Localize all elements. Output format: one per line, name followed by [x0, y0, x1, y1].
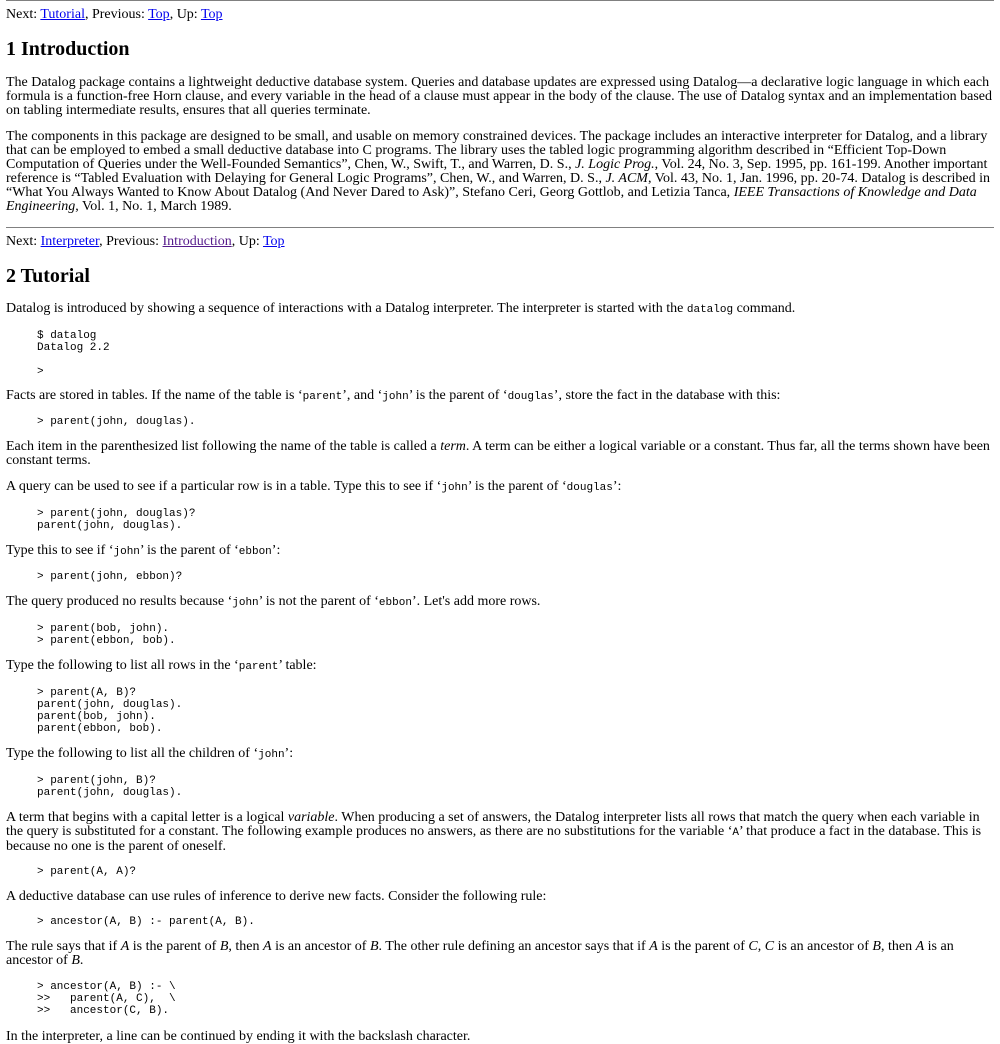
text: ’ is the parent of ‘ [408, 388, 508, 403]
variable: B [71, 953, 80, 968]
code-example: > parent(john, B)? parent(john, douglas). [37, 775, 183, 799]
code-example: $ datalog Datalog 2.2 > [37, 330, 110, 378]
text: Datalog is introduced by showing a sequence of interactions with a Datalog interpreter. The interpreter is started with the [6, 301, 687, 316]
text: . When producing a set of answers, the Datalog interpreter lists all rows that match the query when each variable in the query is substituted for a constant. The following example produces no answers, as there are no substitutions for the variable ‘ [6, 810, 980, 839]
nav-up-link[interactable]: Top [262, 234, 285, 249]
text: . The other rule defining an ancestor says that if [378, 939, 650, 954]
text: is the parent of [129, 939, 220, 954]
nav-next-prefix: Next: [6, 234, 41, 249]
variable: B [219, 939, 229, 954]
nav-prev-link[interactable]: Top [148, 7, 170, 22]
intro-p2-text: , Vol. 1, No. 1, March 1989. [75, 199, 232, 214]
inline-code: douglas [566, 482, 613, 494]
journal-name: J. Logic Prog. [575, 157, 655, 172]
text: , then [880, 939, 916, 954]
text: ’ is not the parent of ‘ [258, 594, 379, 609]
journal-name: IEEE Transactions of Knowledge and Data Engineering [6, 185, 977, 214]
intro-p2-text: , Vol. 24, No. 3, Sep. 1995, pp. 161-199. Another important reference is “Tabled Evaluation with Delaying for General Logic Programs”, Chen, W., and Warren, D. S., [6, 157, 988, 186]
text: Type this to see if ‘ [6, 543, 114, 558]
text: A term that begins with a capital letter is a logical [6, 810, 288, 825]
nav-prev-prefix: , Previous: [99, 234, 163, 249]
inline-code: ebbon [378, 597, 412, 609]
variable: C [748, 939, 758, 954]
text: is an ancestor of [774, 939, 873, 954]
inline-code: john [113, 546, 140, 558]
text: . [79, 953, 84, 968]
nav-up-prefix: , Up: [169, 7, 201, 22]
nav-prev-prefix: , Previous: [84, 7, 149, 22]
variable: A [649, 939, 658, 954]
text: ’. Let's add more rows. [411, 594, 541, 609]
inline-code: john [441, 482, 468, 494]
tutorial-paragraph [6, 940, 994, 968]
text: Type the following to list all rows in the ‘ [6, 658, 239, 673]
text: is an ancestor of [271, 939, 370, 954]
text: . A term can be either a logical variable or a constant. Thus far, all the terms shown have been constant terms. [6, 439, 990, 468]
text: Type the following to list all the children of ‘ [6, 746, 259, 761]
code-example: > ancestor(A, B) :- \ >> parent(A, C), \ >> ancestor(C, B). [37, 981, 176, 1017]
section-divider [6, 227, 994, 228]
nav-prev-link[interactable]: Introduction [162, 234, 232, 249]
section-heading-introduction: 1 Introduction [6, 38, 130, 60]
nav-up-prefix: , Up: [231, 234, 263, 249]
manual-page [6, 0, 994, 1044]
variable: B [872, 939, 881, 954]
section-heading-tutorial: 2 Tutorial [6, 265, 90, 287]
text: is an ancestor of [6, 939, 954, 968]
tutorial-paragraph [6, 747, 994, 762]
nav-bar-introduction [6, 8, 994, 22]
inline-code: ebbon [238, 546, 272, 558]
code-example: > parent(john, douglas)? parent(john, douglas). [37, 508, 196, 532]
text: Each item in the parenthesized list following the name of the table is called a [6, 439, 441, 454]
tutorial-paragraph [6, 544, 994, 559]
text: ’ that produce a fact in the database. This is because no one is the parent of oneself. [6, 824, 982, 854]
intro-paragraph-1: The Datalog package contains a lightweight deductive database system. Queries and database updates are expressed using Datalog—a declarative logic language in which each formula is a function-free Horn clause, and every variable in the head of a clause must appear in the body of the clause. The use of Datalog syntax and an implementation based on tabling intermediate results, ensures that all queries terminate. [6, 75, 993, 118]
code-example: > parent(john, ebbon)? [37, 571, 183, 583]
text: , then [228, 939, 264, 954]
tutorial-paragraph [6, 302, 994, 317]
tutorial-paragraph [6, 595, 994, 610]
code-example: > parent(A, A)? [37, 866, 137, 878]
code-example: > parent(john, douglas). [37, 416, 196, 428]
variable: A [120, 939, 130, 954]
intro-paragraph-2 [6, 130, 994, 214]
text: Facts are stored in tables. If the name of the table is ‘ [6, 388, 303, 403]
inline-code: john [382, 391, 409, 403]
text: ’: [612, 479, 622, 494]
code-example: > parent(A, B)? parent(john, douglas). parent(bob, john). parent(ebbon, bob). [37, 687, 183, 735]
variable: C [764, 939, 775, 954]
code-example: > ancestor(A, B) :- parent(A, B). [37, 916, 255, 928]
tutorial-paragraph: A deductive database can use rules of inference to derive new facts. Consider the following rule: [6, 889, 547, 904]
tutorial-paragraph [6, 480, 994, 495]
text: ’, and ‘ [342, 388, 383, 403]
nav-bar-tutorial [6, 235, 994, 249]
tutorial-paragraph [6, 811, 994, 854]
nav-up-link[interactable]: Top [200, 7, 223, 22]
text: The rule says that if [6, 939, 121, 954]
inline-code: datalog [686, 304, 734, 316]
variable: A [263, 939, 272, 954]
nav-next-prefix: Next: [6, 7, 41, 22]
text: ’ table: [278, 658, 317, 673]
inline-code: john [232, 597, 259, 609]
nav-next-link[interactable]: Interpreter [40, 234, 100, 249]
text: command. [733, 301, 796, 316]
variable: B [369, 939, 379, 954]
text: The query produced no results because ‘ [6, 594, 233, 609]
inline-code: A [732, 827, 739, 839]
tutorial-paragraph [6, 659, 994, 674]
intro-p2-text: The components in this package are designed to be small, and usable on memory constrained devices. The package includes an interactive interpreter for Datalog, and a library that can be employed to embed a small deductive database into C programs. The library uses the tabled logic programming algorithm described in “Efficient Top-Down Computation of Queries under the Well-Founded Semantics”, Chen, W., Swift, T., and Warren, D. S., [6, 129, 988, 172]
text: A query can be used to see if a particular row is in a table. Type this to see if ‘ [6, 479, 442, 494]
variable: A [915, 939, 925, 954]
inline-code: john [258, 749, 285, 761]
text: ’, store the fact in the database with this: [553, 388, 781, 403]
journal-name: J. ACM [605, 171, 648, 186]
intro-p2-text: , Vol. 43, No. 1, Jan. 1996, pp. 20-74. Datalog is described in “What You Always Wanted to Know About Datalog (And Never Dared to Ask)”, Stefano Ceri, Georg Gottlob, and Letizia Tanca, [6, 171, 991, 200]
text: is the parent of [657, 939, 749, 954]
tutorial-paragraph: In the interpreter, a line can be continued by ending it with the backslash character. [6, 1029, 471, 1044]
nav-next-link[interactable]: Tutorial [40, 7, 85, 22]
inline-code: parent [302, 391, 343, 403]
inline-code: parent [238, 661, 279, 673]
tutorial-paragraph [6, 440, 994, 468]
top-divider [6, 0, 994, 1]
text: ’: [284, 746, 294, 761]
text: , [757, 939, 765, 954]
text: ’: [271, 543, 281, 558]
emphasis: variable [287, 810, 335, 825]
text: ’ is the parent of ‘ [467, 479, 567, 494]
tutorial-paragraph [6, 389, 994, 404]
emphasis: term [440, 439, 466, 454]
inline-code: douglas [507, 391, 554, 403]
code-example: > parent(bob, john). > parent(ebbon, bob). [37, 623, 176, 647]
text: ’ is the parent of ‘ [139, 543, 239, 558]
